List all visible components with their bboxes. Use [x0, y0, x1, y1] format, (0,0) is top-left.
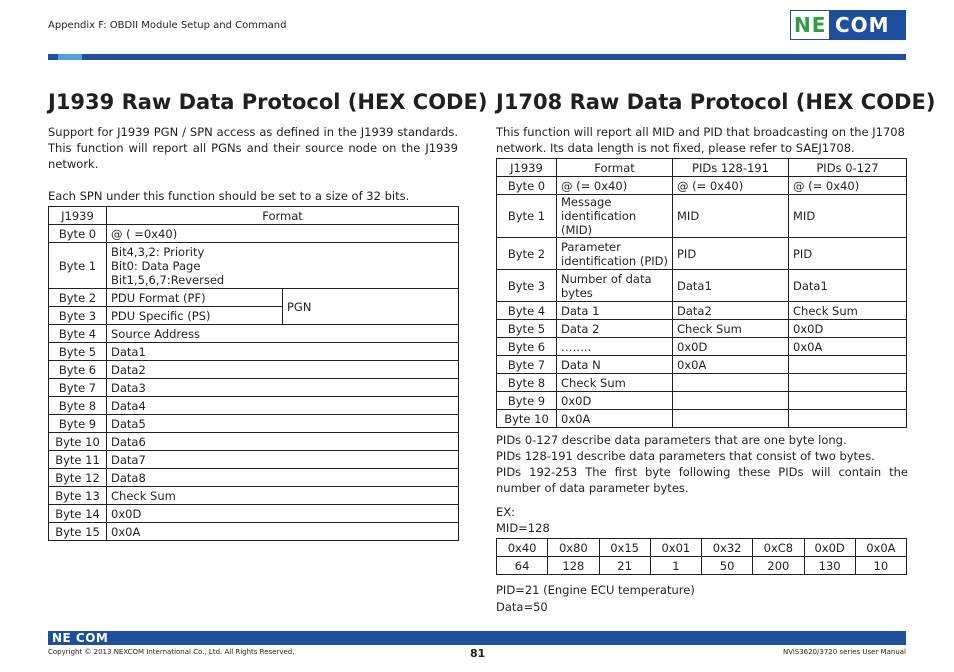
table-row — [497, 338, 907, 356]
byte-cell: Byte 5 — [497, 320, 557, 338]
format-cell: Check Sum — [107, 487, 459, 505]
example-cell: 200 — [753, 557, 804, 575]
byte-cell: Byte 1 — [497, 195, 557, 238]
value-cell: Data 1 — [557, 302, 673, 320]
byte-cell: Byte 9 — [49, 415, 107, 433]
logo-ne-box — [791, 11, 829, 39]
table-row — [49, 469, 459, 487]
example-cell: 128 — [548, 557, 599, 575]
value-cell: PID — [789, 238, 907, 270]
example-cell: 0x0D — [804, 539, 855, 557]
byte-cell: Byte 0 — [497, 177, 557, 195]
format-cell: Data4 — [107, 397, 459, 415]
value-cell: Data 2 — [557, 320, 673, 338]
value-cell — [673, 374, 789, 392]
byte-cell: Byte 1 — [49, 243, 107, 289]
value-cell: Check Sum — [673, 320, 789, 338]
byte-cell: Byte 0 — [49, 225, 107, 243]
format-cell: Data8 — [107, 469, 459, 487]
format-cell: 0x0A — [107, 523, 459, 541]
j1708-table — [496, 158, 907, 428]
value-cell: @ (= 0x40) — [673, 177, 789, 195]
byte-cell: Byte 3 — [497, 270, 557, 302]
j1939-spn-note: Each SPN under this function should be set to a size of 32 bits. — [48, 189, 410, 203]
value-cell — [789, 356, 907, 374]
format-cell: 0x0D — [107, 505, 459, 523]
value-cell: Parameter identification (PID) — [557, 238, 673, 270]
table-row — [49, 451, 459, 469]
format-cell: Data6 — [107, 433, 459, 451]
example-cell: 0x40 — [497, 539, 548, 557]
mid-label: MID=128 — [496, 521, 550, 535]
byte-cell: Byte 2 — [497, 238, 557, 270]
example-cell: 64 — [497, 557, 548, 575]
j1708-title: J1708 Raw Data Protocol (HEX CODE) — [496, 90, 936, 114]
nexcom-logo — [790, 10, 906, 40]
value-cell: @ (= 0x40) — [789, 177, 907, 195]
footer-square — [889, 631, 897, 639]
table-row — [49, 379, 459, 397]
header-tab-accent — [58, 54, 82, 60]
header-cell: J1939 — [49, 207, 107, 225]
byte-cell: Byte 13 — [49, 487, 107, 505]
format-cell: Data1 — [107, 343, 459, 361]
header-cell: J1939 — [497, 159, 557, 177]
byte-cell: Byte 15 — [49, 523, 107, 541]
byte-cell: Byte 8 — [49, 397, 107, 415]
example-cell: 10 — [855, 557, 906, 575]
footer-manual-name: NViS3620/3720 series User Manual — [782, 648, 906, 656]
value-cell: 0x0A — [789, 338, 907, 356]
value-cell: Data1 — [789, 270, 907, 302]
table-row — [49, 361, 459, 379]
j1939-table — [48, 206, 459, 541]
table-row — [497, 374, 907, 392]
format-cell: Data2 — [107, 361, 459, 379]
pgn-cell: PGN — [283, 289, 459, 325]
header-cell: Format — [107, 207, 459, 225]
pid-note: PIDs 192-253 The first byte following these PIDs will contain the number of data parameter bytes. — [496, 465, 908, 495]
value-cell: 0x0D — [557, 392, 673, 410]
byte-cell: Byte 10 — [49, 433, 107, 451]
byte-cell: Byte 5 — [49, 343, 107, 361]
example-cell: 0x80 — [548, 539, 599, 557]
header-section-title: Appendix F: OBDII Module Setup and Command — [48, 20, 287, 31]
header-cell: PIDs 0-127 — [789, 159, 907, 177]
byte-cell: Byte 3 — [49, 307, 107, 325]
pid-notes — [496, 432, 908, 496]
table-row — [49, 243, 459, 289]
table-row — [497, 195, 907, 238]
format-cell: Data5 — [107, 415, 459, 433]
table-row — [49, 289, 459, 307]
table-row — [49, 487, 459, 505]
format-cell — [107, 243, 459, 289]
format-cell: Data3 — [107, 379, 459, 397]
value-cell: PID — [673, 238, 789, 270]
header-rule — [48, 54, 906, 60]
value-cell: 0x0D — [789, 320, 907, 338]
left-title-wrap — [48, 90, 487, 114]
ex-label: EX: — [496, 505, 516, 519]
value-cell: Check Sum — [557, 374, 673, 392]
value-cell — [789, 410, 907, 428]
format-cell: Source Address — [107, 325, 459, 343]
value-cell: Check Sum — [789, 302, 907, 320]
footer-copyright: Copyright © 2013 NEXCOM International Co., Ltd. All Rights Reserved. — [48, 648, 295, 656]
logo-ne-text: NE — [794, 13, 827, 37]
example-cell: 0x15 — [599, 539, 650, 557]
value-cell — [673, 410, 789, 428]
byte-cell: Byte 8 — [497, 374, 557, 392]
value-cell: Data1 — [673, 270, 789, 302]
byte-cell: Byte 4 — [497, 302, 557, 320]
data-label: Data=50 — [496, 600, 548, 614]
header-cell: PIDs 128-191 — [673, 159, 789, 177]
value-cell: MID — [673, 195, 789, 238]
byte-cell: Byte 6 — [49, 361, 107, 379]
table-row — [49, 397, 459, 415]
j1708-intro: This function will report all MID and PID that broadcasting on the J1708 network. Its data length is not fixed, please refer to SAEJ1708. — [496, 125, 905, 155]
footer-logo: NE COM — [52, 631, 109, 645]
page-number: 81 — [470, 647, 486, 660]
table-row — [497, 302, 907, 320]
example-cell: 0x32 — [702, 539, 753, 557]
bit-line: Bit1,5,6,7:Reversed — [111, 272, 225, 287]
table-row — [497, 270, 907, 302]
table-row — [497, 320, 907, 338]
format-cell: PDU Format (PF) — [107, 289, 283, 307]
table-row — [49, 225, 459, 243]
byte-cell: Byte 12 — [49, 469, 107, 487]
value-cell — [789, 392, 907, 410]
table-row — [497, 392, 907, 410]
byte-cell: Byte 9 — [497, 392, 557, 410]
pid-note: PIDs 0-127 describe data parameters that are one byte long. — [496, 433, 847, 447]
logo-com-text: COM — [835, 13, 890, 37]
value-cell: 0x0D — [673, 338, 789, 356]
format-cell: Data7 — [107, 451, 459, 469]
value-cell: Data2 — [673, 302, 789, 320]
format-cell: @ ( =0x40) — [107, 225, 459, 243]
example-cell: 21 — [599, 557, 650, 575]
example-cell: 130 — [804, 557, 855, 575]
table-row — [497, 177, 907, 195]
table-row — [497, 238, 907, 270]
table-row — [49, 433, 459, 451]
table-row — [49, 343, 459, 361]
format-cell: PDU Specific (PS) — [107, 307, 283, 325]
byte-cell: Byte 4 — [49, 325, 107, 343]
table-row — [49, 505, 459, 523]
table-row — [49, 523, 459, 541]
value-cell: …….. — [557, 338, 673, 356]
value-cell: @ (= 0x40) — [557, 177, 673, 195]
bit-line: Bit4,3,2: Priority — [111, 244, 205, 259]
byte-cell: Byte 11 — [49, 451, 107, 469]
right-title-wrap — [496, 90, 935, 114]
header-cell: Format — [557, 159, 673, 177]
example-cell: 0xC8 — [753, 539, 804, 557]
pid-note: PIDs 128-191 describe data parameters that consist of two bytes. — [496, 449, 875, 463]
byte-cell: Byte 7 — [49, 379, 107, 397]
value-cell: 0x0A — [673, 356, 789, 374]
pid-label: PID=21 (Engine ECU temperature) — [496, 583, 695, 597]
table-header-row — [49, 207, 459, 225]
table-row — [497, 557, 907, 575]
example-table — [496, 538, 907, 575]
byte-cell: Byte 2 — [49, 289, 107, 307]
byte-cell: Byte 10 — [497, 410, 557, 428]
j1939-title: J1939 Raw Data Protocol (HEX CODE) — [48, 90, 488, 114]
example-cell: 50 — [702, 557, 753, 575]
footer-rule — [48, 631, 906, 645]
table-row — [497, 410, 907, 428]
table-row — [49, 415, 459, 433]
example-cell: 0x01 — [650, 539, 701, 557]
byte-cell: Byte 6 — [497, 338, 557, 356]
value-cell — [673, 392, 789, 410]
value-cell — [789, 374, 907, 392]
byte-cell: Byte 14 — [49, 505, 107, 523]
bit-line: Bit0: Data Page — [111, 258, 201, 273]
table-row — [497, 356, 907, 374]
byte-cell: Byte 7 — [497, 356, 557, 374]
value-cell: Number of data bytes — [557, 270, 673, 302]
value-cell: 0x0A — [557, 410, 673, 428]
table-row — [49, 325, 459, 343]
j1939-intro: Support for J1939 PGN / SPN access as defined in the J1939 standards. This function will report all PGNs and their source node on the J1939 network. — [48, 125, 458, 171]
table-row — [497, 539, 907, 557]
value-cell: MID — [789, 195, 907, 238]
value-cell: Message identification (MID) — [557, 195, 673, 238]
table-header-row — [497, 159, 907, 177]
logo-com-box — [835, 11, 890, 39]
example-cell: 0x0A — [855, 539, 906, 557]
example-cell: 1 — [650, 557, 701, 575]
value-cell: Data N — [557, 356, 673, 374]
